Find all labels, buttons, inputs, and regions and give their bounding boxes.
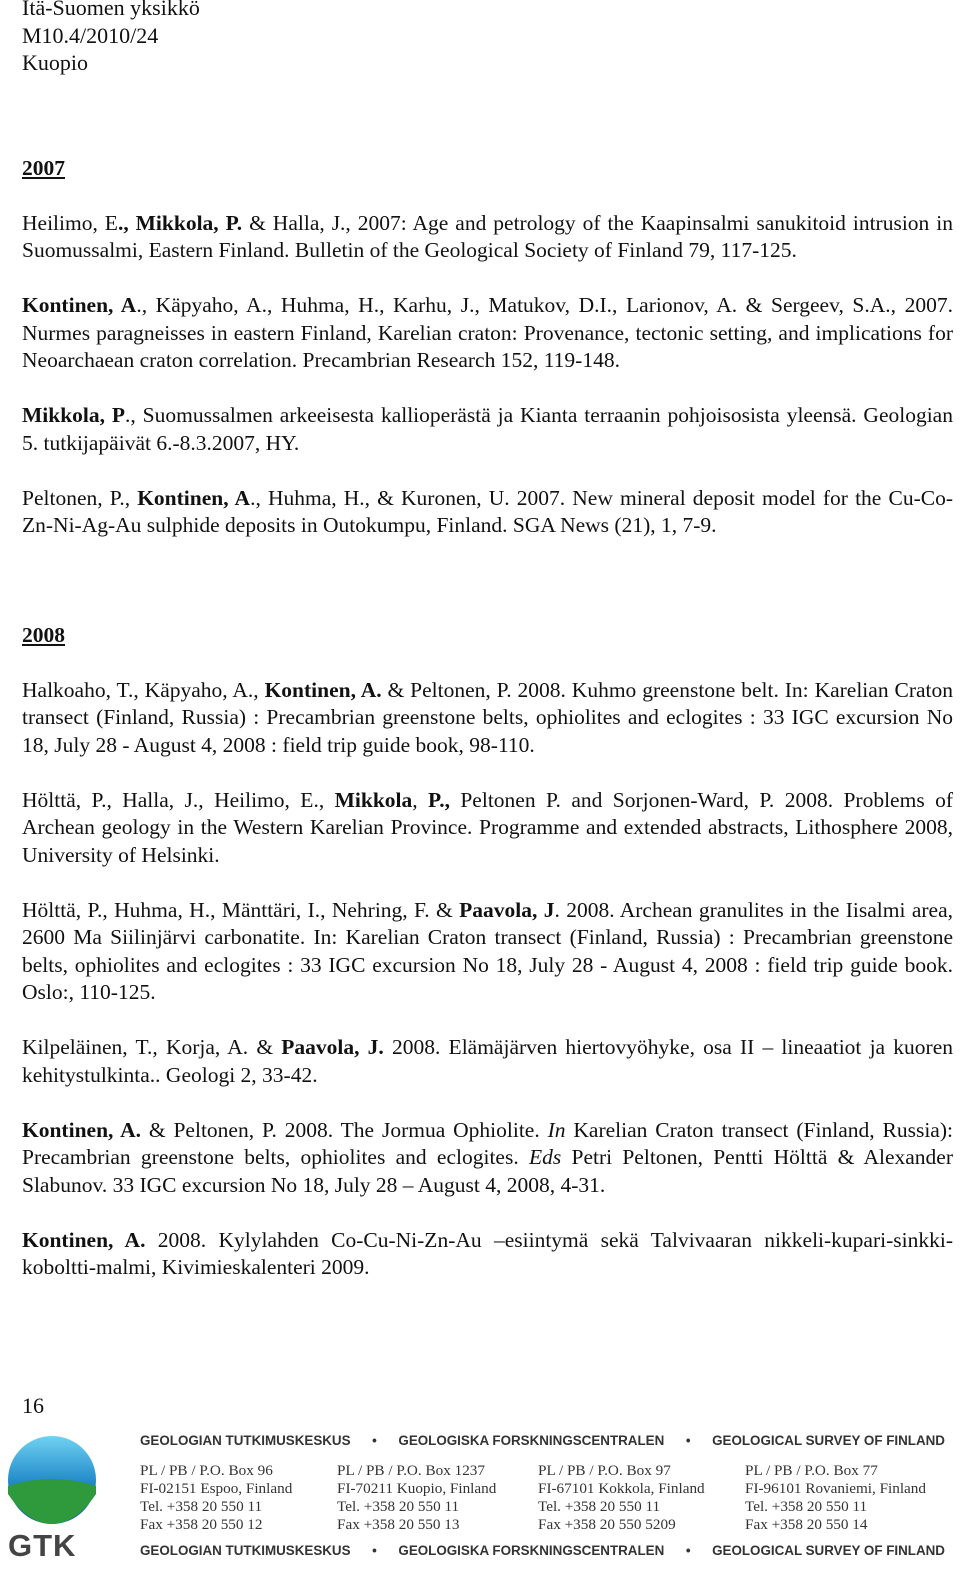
reference-entry [22, 210, 953, 265]
document-code: M10.4/2010/24 [22, 22, 159, 48]
city-name: Kuopio [22, 50, 88, 75]
footer-org-bar-top [140, 1433, 945, 1448]
reference-text: ., Suomussalmen arkeeisesta kallioperästä ja Kianta terraanin pohjoisosista yleensä. Geologian 5. tutkijapäivät 6.-8.3.2007, HY. [22, 403, 953, 455]
reference-text: & Peltonen, P. 2008. The Jormua Ophiolite. [141, 1117, 548, 1142]
reference-text: Halkoaho, T., Käpyaho, A., [22, 677, 265, 702]
reference-text: Hölttä, P., Halla, J., Heilimo, E., [22, 787, 335, 812]
org-name-fi: GEOLOGIAN TUTKIMUSKESKUS [140, 1433, 351, 1448]
reference-entry [22, 1034, 953, 1089]
reference-text: . 2008. Archean granulites in the Iisalmi area, 2600 Ma Siilinjärvi carbonatite. In: Karelian Craton transect (Finland, Russia) : Precambrian greenstone belts, ophiolites and eclogites : 33 IGC excursion No 18, July 28 - August 4, 2008 : field trip guide book. Oslo:, 110-125. [22, 897, 953, 1004]
author-highlight: Kontinen, A. [22, 1117, 141, 1142]
reference-entry [22, 402, 953, 457]
reference-entry [22, 1117, 953, 1200]
author-highlight: Mikkola, P [22, 403, 126, 427]
author-highlight: Paavola, J. [281, 1035, 384, 1059]
author-highlight: Kontinen, A. [264, 677, 382, 702]
reference-text: Eds [528, 1145, 562, 1169]
author-highlight: Kontinen, A [137, 485, 251, 510]
author-highlight: Kontinen, A. [22, 1227, 146, 1252]
office-address-kuopio: PL / PB / P.O. Box 1237 FI-70211 Kuopio, Finland Tel. +358 20 550 11 Fax +358 20 550 13 [337, 1462, 497, 1533]
reference-entry [22, 787, 953, 870]
org-separator: • [685, 1543, 691, 1558]
reference-entry [22, 897, 953, 1007]
reference-text: 2008. Elämäjärven hiertovyöhyke, osa II – lineaatiot ja kuoren kehitystulkinta.. Geologi 2, 33-42. [22, 1035, 953, 1087]
footer-org-bar-bottom [140, 1543, 945, 1558]
reference-text: Hölttä, P., Huhma, H., Mänttäri, I., Nehring, F. & [22, 897, 460, 922]
office-addresses [140, 1462, 950, 1534]
reference-text: Karelian Craton transect (Finland, Russia): Precambrian greenstone belts, ophiolites and eclogites. [22, 1117, 953, 1169]
office-address-rovaniemi: PL / PB / P.O. Box 77 FI-96101 Rovaniemi, Finland Tel. +358 20 550 11 Fax +358 20 550 14 [745, 1462, 926, 1533]
unit-name: Itä-Suomen yksikkö [22, 0, 200, 20]
reference-text: Peltonen, P., [22, 485, 138, 510]
reference-text: 2008. Kylylahden Co-Cu-Ni-Zn-Au –esiintymä sekä Talvivaaran nikkeli-kupari-sinkki-koboltti-malmi, Kivimieskalenteri 2009. [22, 1227, 953, 1279]
reference-entry [22, 677, 953, 760]
org-name-sv: GEOLOGISKA FORSKNINGSCENTRALEN [398, 1543, 665, 1558]
section-gap [22, 567, 953, 622]
page-header [22, 0, 200, 77]
org-name-en: GEOLOGICAL SURVEY OF FINLAND [712, 1543, 945, 1558]
reference-list [22, 155, 953, 1309]
reference-text: Heilimo, E [22, 210, 118, 235]
reference-text: , [412, 787, 429, 812]
reference-text: ., Käpyaho, A., Huhma, H., Karhu, J., Matukov, D.I., Larionov, A. & Sergeev, S.A., 2007. Nurmes paragneisses in eastern Finland, Karelian craton: Provenance, tectonic setting, and implications for Neoarchaean craton correlation. Precambrian Research 152, 119-148. [22, 293, 953, 372]
author-highlight: Paavola, J [459, 897, 555, 922]
author-highlight: Mikkola [334, 787, 413, 812]
year-heading: 2007 [22, 156, 65, 180]
author-highlight: Kontinen, A [22, 293, 137, 317]
org-name-fi: GEOLOGIAN TUTKIMUSKESKUS [140, 1543, 351, 1558]
org-separator: • [372, 1433, 377, 1448]
reference-entry [22, 292, 953, 375]
author-highlight: ., Mikkola, P. [117, 210, 243, 235]
reference-text: Peltonen P. and Sorjonen-Ward, P. 2008. Problems of Archean geology in the Western Karelian Province. Programme and extended abstracts, Lithosphere 2008, University of Helsinki. [22, 787, 953, 867]
reference-text: & Peltonen, P. 2008. Kuhmo greenstone belt. In: Karelian Craton transect (Finland, Russia) : Precambrian greenstone belts, ophiolites and eclogites : 33 IGC excursion No 18, July 28 - August 4, 2008 : field trip guide book, 98-110. [22, 677, 953, 757]
reference-entry [22, 485, 953, 540]
org-separator: • [685, 1433, 691, 1448]
reference-text: In [547, 1117, 566, 1142]
office-address-kokkola: PL / PB / P.O. Box 97 FI-67101 Kokkola, Finland Tel. +358 20 550 11 Fax +358 20 550 5209 [538, 1462, 705, 1533]
reference-text: Kilpeläinen, T., Korja, A. & [22, 1035, 282, 1059]
year-heading: 2008 [22, 623, 65, 647]
gtk-logo-text: GTK [8, 1528, 77, 1563]
reference-entry [22, 1227, 953, 1282]
page-number: 16 [22, 1393, 44, 1418]
author-highlight: P., [428, 787, 450, 812]
reference-text: ., Huhma, H., & Kuronen, U. 2007. New mineral deposit model for the Cu-Co-Zn-Ni-Ag-Au sulphide deposits in Outokumpu, Finland. SGA News (21), 1, 7-9. [22, 485, 953, 537]
office-address-espoo: PL / PB / P.O. Box 96 FI-02151 Espoo, Finland Tel. +358 20 550 11 Fax +358 20 550 12 [140, 1462, 293, 1533]
org-separator: • [372, 1543, 377, 1558]
reference-text: & Halla, J., 2007: Age and petrology of the Kaapinsalmi sanukitoid intrusion in Suomussalmi, Eastern Finland. Bulletin of the Geological Society of Finland 79, 117-125. [22, 210, 953, 262]
org-name-sv: GEOLOGISKA FORSKNINGSCENTRALEN [398, 1433, 665, 1448]
org-name-en: GEOLOGICAL SURVEY OF FINLAND [712, 1433, 945, 1448]
reference-text: Petri Peltonen, Pentti Hölttä & Alexander Slabunov. 33 IGC excursion No 18, July 28 – August 4, 2008, 4-31. [22, 1145, 953, 1197]
